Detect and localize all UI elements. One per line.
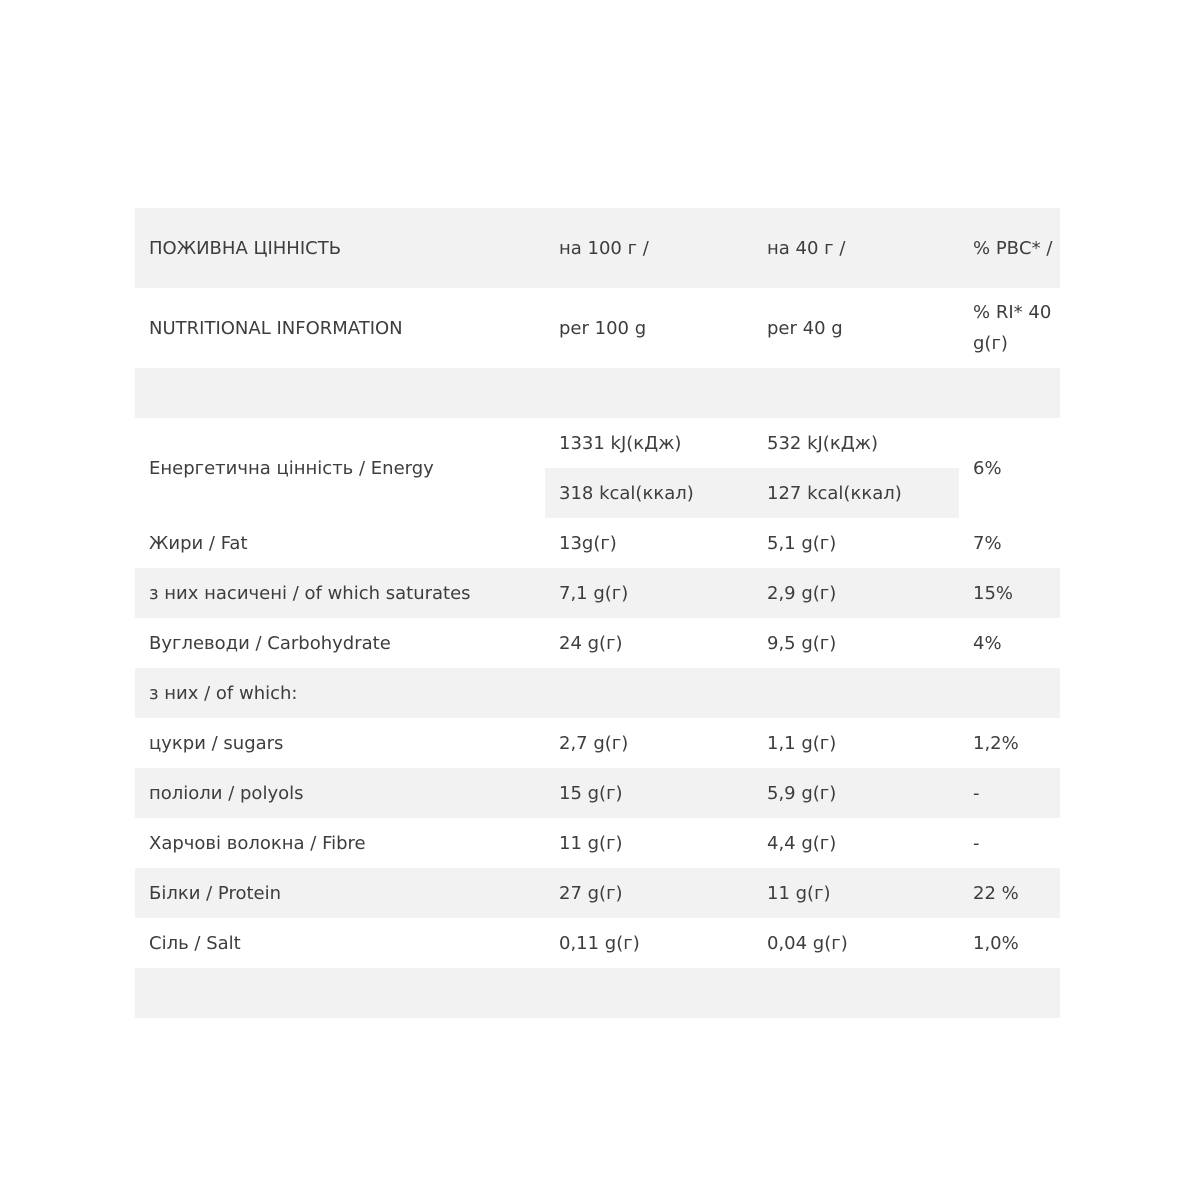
energy-kcal-subrow (545, 468, 959, 518)
row-per100: 24 g(г) (559, 632, 623, 654)
row-per100: 13g(г) (559, 532, 617, 554)
energy-row (135, 418, 1060, 518)
energy-kj-per100: 1331 kJ(кДж) (559, 432, 682, 454)
row-ri: 1,2% (973, 732, 1019, 754)
energy-ri: 6% (973, 457, 1002, 479)
header-ri-ua: % РВС* / (973, 237, 1053, 259)
header-row-ua (135, 208, 1060, 288)
row-label: з них насичені / of which saturates (149, 582, 471, 604)
row-per40: 5,1 g(г) (767, 532, 837, 554)
row-label: Харчові волокна / Fibre (149, 832, 366, 854)
table-row (135, 818, 1060, 868)
row-per40 (753, 668, 959, 718)
row-per40: 0,04 g(г) (767, 932, 848, 954)
row-per100 (545, 668, 753, 718)
row-ri: 7% (973, 532, 1002, 554)
energy-kj-per40: 532 kJ(кДж) (767, 432, 879, 454)
row-ri: - (973, 832, 980, 854)
table-row (135, 768, 1060, 818)
table-row (135, 668, 1060, 718)
row-ri: 4% (973, 632, 1002, 654)
table-row (135, 868, 1060, 918)
header-per100-en: per 100 g (559, 317, 647, 339)
row-per40: 5,9 g(г) (767, 782, 837, 804)
table-row (135, 718, 1060, 768)
row-label: Білки / Protein (149, 882, 282, 904)
row-ri: 1,0% (973, 932, 1019, 954)
row-per40: 9,5 g(г) (767, 632, 837, 654)
row-per40: 1,1 g(г) (767, 732, 837, 754)
header-ri-en: % RI* 40 g(г) (973, 302, 1052, 354)
energy-kcal-per40: 127 kcal(ккал) (767, 482, 902, 504)
row-ri (959, 668, 1060, 718)
header-label-ua: ПОЖИВНА ЦІННІСТЬ (149, 237, 342, 259)
footer-spacer-row (135, 968, 1060, 1018)
row-per100: 2,7 g(г) (559, 732, 629, 754)
nutrition-table (135, 208, 1060, 1018)
row-per40: 4,4 g(г) (767, 832, 837, 854)
row-label: Вуглеводи / Carbohydrate (149, 632, 391, 654)
row-label: Жири / Fat (149, 532, 248, 554)
row-label: з них / of which: (149, 682, 298, 704)
energy-label: Енергетична цінність / Energy (149, 457, 434, 479)
row-per100: 7,1 g(г) (559, 582, 629, 604)
energy-kcal-per100: 318 kcal(ккал) (559, 482, 694, 504)
row-per100: 27 g(г) (559, 882, 623, 904)
table-row (135, 918, 1060, 968)
spacer-row (135, 368, 1060, 418)
header-label-en: NUTRITIONAL INFORMATION (149, 317, 403, 339)
row-ri: - (973, 782, 980, 804)
row-per100: 15 g(г) (559, 782, 623, 804)
table-row (135, 518, 1060, 568)
energy-kj-subrow (545, 418, 959, 468)
table-row (135, 618, 1060, 668)
row-label: Сіль / Salt (149, 932, 241, 954)
row-per40: 2,9 g(г) (767, 582, 837, 604)
row-label: поліоли / polyols (149, 782, 304, 804)
header-per40-ua: на 40 г / (767, 237, 846, 259)
header-row-en (135, 288, 1060, 368)
header-per40-en: per 40 g (767, 317, 843, 339)
row-per100: 11 g(г) (559, 832, 623, 854)
row-per100: 0,11 g(г) (559, 932, 640, 954)
header-per100-ua: на 100 г / (559, 237, 649, 259)
table-row (135, 568, 1060, 618)
row-label: цукри / sugars (149, 732, 284, 754)
row-ri: 15% (973, 582, 1014, 604)
row-per40: 11 g(г) (767, 882, 831, 904)
row-ri: 22 % (973, 882, 1019, 904)
